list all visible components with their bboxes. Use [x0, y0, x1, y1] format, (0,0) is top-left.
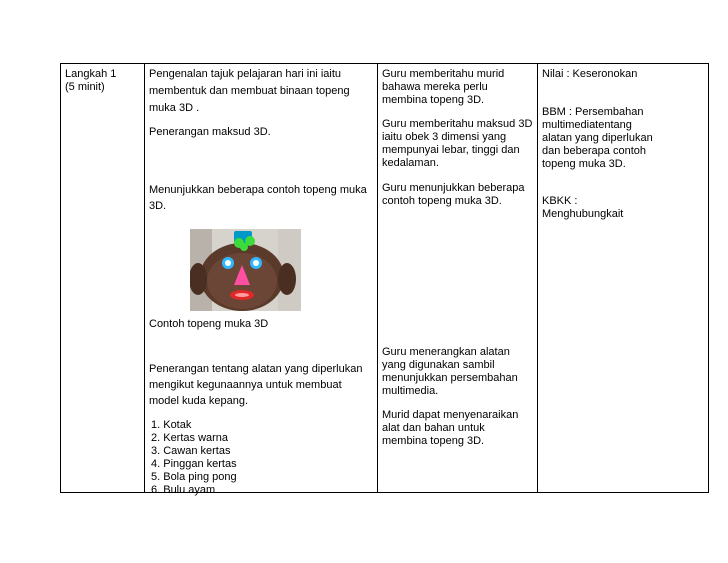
- show-examples-line-1: Menunjukkan beberapa contoh topeng muka: [149, 184, 367, 196]
- activity-5-line-3: membina topeng 3D.: [382, 435, 485, 447]
- mask-example-image: [190, 229, 301, 311]
- lesson-plan-table: [60, 63, 709, 496]
- explain-3d-text: Penerangan maksud 3D.: [149, 126, 271, 138]
- bbm-line-2: multimediatentang: [542, 119, 632, 131]
- activity-1-line-3: membina topeng 3D.: [382, 94, 485, 106]
- activity-2-line-3: mempunyai lebar, tinggi dan: [382, 144, 520, 156]
- step-cell: [61, 64, 145, 493]
- activity-4-line-3: menunjukkan persembahan: [382, 372, 518, 384]
- step-duration: (5 minit): [65, 81, 105, 93]
- bbm-line-3: alatan yang diperlukan: [542, 132, 653, 144]
- bbm-line-5: topeng muka 3D.: [542, 158, 626, 170]
- activity-4-line-4: multimedia.: [382, 385, 439, 397]
- activity-3-line-1: Guru menunjukkan beberapa: [382, 182, 525, 194]
- intro-line-2: membentuk dan membuat binaan topeng: [149, 85, 350, 97]
- tools-item-2: 2. Kertas warna: [151, 432, 229, 444]
- activity-2-line-2: iaitu obek 3 dimensi yang: [382, 131, 507, 143]
- show-examples-line-2: 3D.: [149, 200, 167, 212]
- activity-3-line-2: contoh topeng muka 3D.: [382, 195, 502, 207]
- content-cell: [145, 64, 378, 496]
- image-caption: Contoh topeng muka 3D: [149, 318, 269, 330]
- tools-explain-line-3: model kuda kepang.: [149, 395, 249, 407]
- activity-5-line-2: alat dan bahan untuk: [382, 422, 485, 434]
- mask-illustration: [190, 229, 301, 311]
- tools-item-3: 3. Cawan kertas: [151, 445, 231, 457]
- tools-explain-line-1: Penerangan tentang alatan yang diperlukan: [149, 363, 363, 375]
- activity-4-line-2: yang digunakan sambil: [382, 359, 495, 371]
- activity-5-line-1: Murid dapat menyenaraikan: [382, 409, 519, 421]
- tools-item-6: 6. Bulu ayam: [151, 484, 216, 496]
- activity-1-line-2: bahawa mereka perlu: [382, 81, 488, 93]
- nilai-note: Nilai : Keseronokan: [542, 68, 638, 80]
- bbm-line-1: BBM : Persembahan: [542, 106, 644, 118]
- mask-leaf-3: [240, 243, 248, 251]
- activity-cell: [378, 64, 538, 493]
- kbkk-line-1: KBKK :: [542, 195, 578, 207]
- activity-2-line-1: Guru memberitahu maksud 3D: [382, 118, 533, 130]
- kbkk-line-2: Menghubungkait: [542, 208, 624, 220]
- intro-line-1: Pengenalan tajuk pelajaran hari ini iaitu: [149, 68, 342, 80]
- tools-item-1: 1. Kotak: [151, 419, 192, 431]
- activity-2-line-4: kedalaman.: [382, 157, 439, 169]
- notes-cell: [538, 64, 709, 493]
- activity-1-line-1: Guru memberitahu murid: [382, 68, 505, 80]
- intro-line-3: muka 3D .: [149, 102, 200, 114]
- tools-item-5: 5. Bola ping pong: [151, 471, 237, 483]
- bbm-line-4: dan beberapa contoh: [542, 145, 646, 157]
- step-label: Langkah 1: [65, 68, 117, 80]
- tools-explain-line-2: mengikut kegunaannya untuk membuat: [149, 379, 342, 391]
- table-row: [61, 64, 709, 493]
- activity-4-line-1: Guru menerangkan alatan: [382, 346, 510, 358]
- tools-item-4: 4. Pinggan kertas: [151, 458, 237, 470]
